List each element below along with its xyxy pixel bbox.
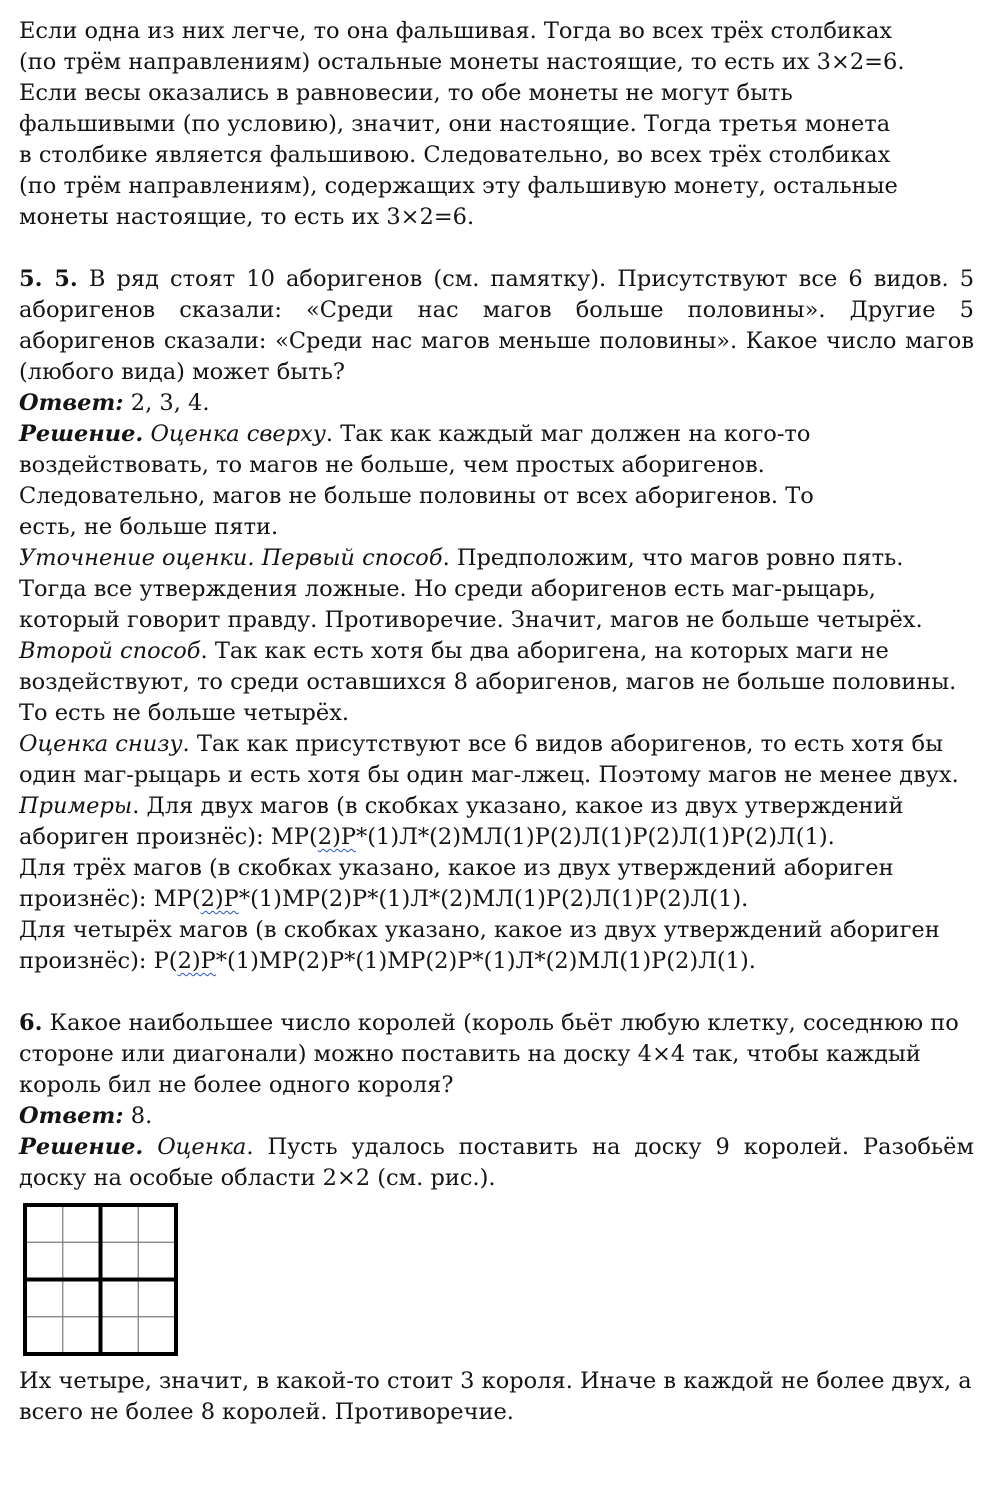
upper-estimate [19, 419, 974, 543]
solution-label: Решение. [19, 1134, 144, 1160]
problem-6-estimate [19, 1132, 974, 1194]
second-method-text: . Так как есть хотя бы два аборигена, на которых маги не воздействуют, то среди оставшихся 8 аборигенов, магов не больше половины. То есть не больше четырёх. [19, 638, 957, 726]
refine-text: . Предположим, что магов ровно пять. Тогда все утверждения ложные. Но среди аборигенов есть маг-рыцарь, который говорит правду. Противоречие. Значит, магов не больше четырёх. [19, 545, 923, 633]
lower-estimate [19, 729, 974, 791]
example-text: Для четырёх магов (в скобках указано, какое из двух утверждений абориген произнёс): Р( [19, 917, 940, 974]
statement-text: Какое наибольшее число королей (король бьёт любую клетку, соседнюю по стороне или диагонали) можно поставить на доску 4×4 так, чтобы каждый король бил не более одного короля? [19, 1010, 959, 1098]
upper-estimate-text: . Так как каждый маг должен на кого-то воздействовать, то магов не больше, чем простых аборигенов. Следовательно, магов не больше половины от всех аборигенов. То есть, не больше пяти. [19, 421, 814, 540]
statement-text: В ряд стоят 10 аборигенов (см. памятку). Присутствуют все 6 видов. 5 аборигенов сказали: «Среди нас магов больше половины». Другие 5 аборигенов сказали: «Среди нас магов меньше половины». Какое число магов (любого вида) может быть? [19, 266, 975, 385]
solution-label: Решение. [19, 421, 144, 447]
problem-5-answer [19, 388, 974, 419]
answer-value: 2, 3, 4. [130, 390, 210, 416]
answer-value: 8. [130, 1103, 153, 1129]
problem-6 [19, 1008, 974, 1428]
upper-estimate-title: Оценка сверху [150, 421, 326, 447]
spellcheck-mark: 2)Р [317, 824, 356, 850]
example-text: *(1)МР(2)Р*(1)МР(2)Р*(1)Л*(2)МЛ(1)Р(2)Л(1). [215, 948, 756, 974]
intro-line: (по трём направлениям) остальные монеты настоящие, то есть их 3×2=6. [19, 49, 905, 75]
refine-estimate [19, 543, 974, 636]
problem-5-statement [19, 264, 974, 388]
example-text: . Для двух магов (в скобках указано, какое из двух утверждений абориген произнёс): МР( [19, 793, 904, 850]
intro-line: монеты настоящие, то есть их 3×2=6. [19, 204, 475, 230]
problem-number: 6. [19, 1010, 43, 1036]
examples-four-mages [19, 915, 974, 977]
intro-line: в столбике является фальшивою. Следовательно, во всех трёх столбиках [19, 142, 891, 168]
spellcheck-mark: 2)Р [177, 948, 216, 974]
estimate-text: . Пусть удалось поставить на доску 9 королей. Разобьём доску на особые области 2×2 (см. рис.). [19, 1134, 974, 1191]
examples-title: Примеры [19, 793, 133, 819]
example-text: *(1)Л*(2)МЛ(1)Р(2)Л(1)Р(2)Л(1)Р(2)Л(1). [356, 824, 835, 850]
lower-estimate-text: . Так как присутствуют все 6 видов аборигенов, то есть хотя бы один маг-рыцарь и есть хотя бы один маг-лжец. Поэтому магов не менее двух. [19, 731, 959, 788]
spellcheck-mark: 2)Р [200, 886, 239, 912]
second-method-title: Второй способ [19, 638, 201, 664]
example-text: *(1)МР(2)Р*(1)Л*(2)МЛ(1)Р(2)Л(1)Р(2)Л(1). [238, 886, 749, 912]
problem-6-conclusion: Их четыре, значит, в какой-то стоит 3 короля. Иначе в каждой не более двух, а всего не более 8 королей. Противоречие. [19, 1368, 972, 1425]
problem-6-statement [19, 1008, 974, 1101]
problem-number: 5. 5. [19, 266, 78, 292]
answer-label: Ответ: [19, 1103, 124, 1129]
problem-6-answer [19, 1101, 974, 1132]
examples-two-mages [19, 791, 974, 853]
lower-estimate-title: Оценка снизу [19, 731, 183, 757]
example-text: Для трёх магов (в скобках указано, какое из двух утверждений абориген произнёс): МР( [19, 855, 894, 912]
estimate-title: Оценка [157, 1134, 247, 1160]
board-figure [22, 1202, 182, 1358]
intro-line: (по трём направлениям), содержащих эту фальшивую монету, остальные [19, 173, 898, 199]
intro-line: Если весы оказались в равновесии, то обе монеты не могут быть [19, 80, 793, 106]
examples-three-mages [19, 853, 974, 915]
problem-5 [19, 264, 974, 977]
intro-block [19, 16, 974, 233]
refine-title: Уточнение оценки. Первый способ [19, 545, 443, 571]
intro-line: Если одна из них легче, то она фальшивая. Тогда во всех трёх столбиках [19, 18, 893, 44]
intro-line: фальшивыми (по условию), значит, они настоящие. Тогда третья монета [19, 111, 891, 137]
second-method [19, 636, 974, 729]
answer-label: Ответ: [19, 390, 124, 416]
